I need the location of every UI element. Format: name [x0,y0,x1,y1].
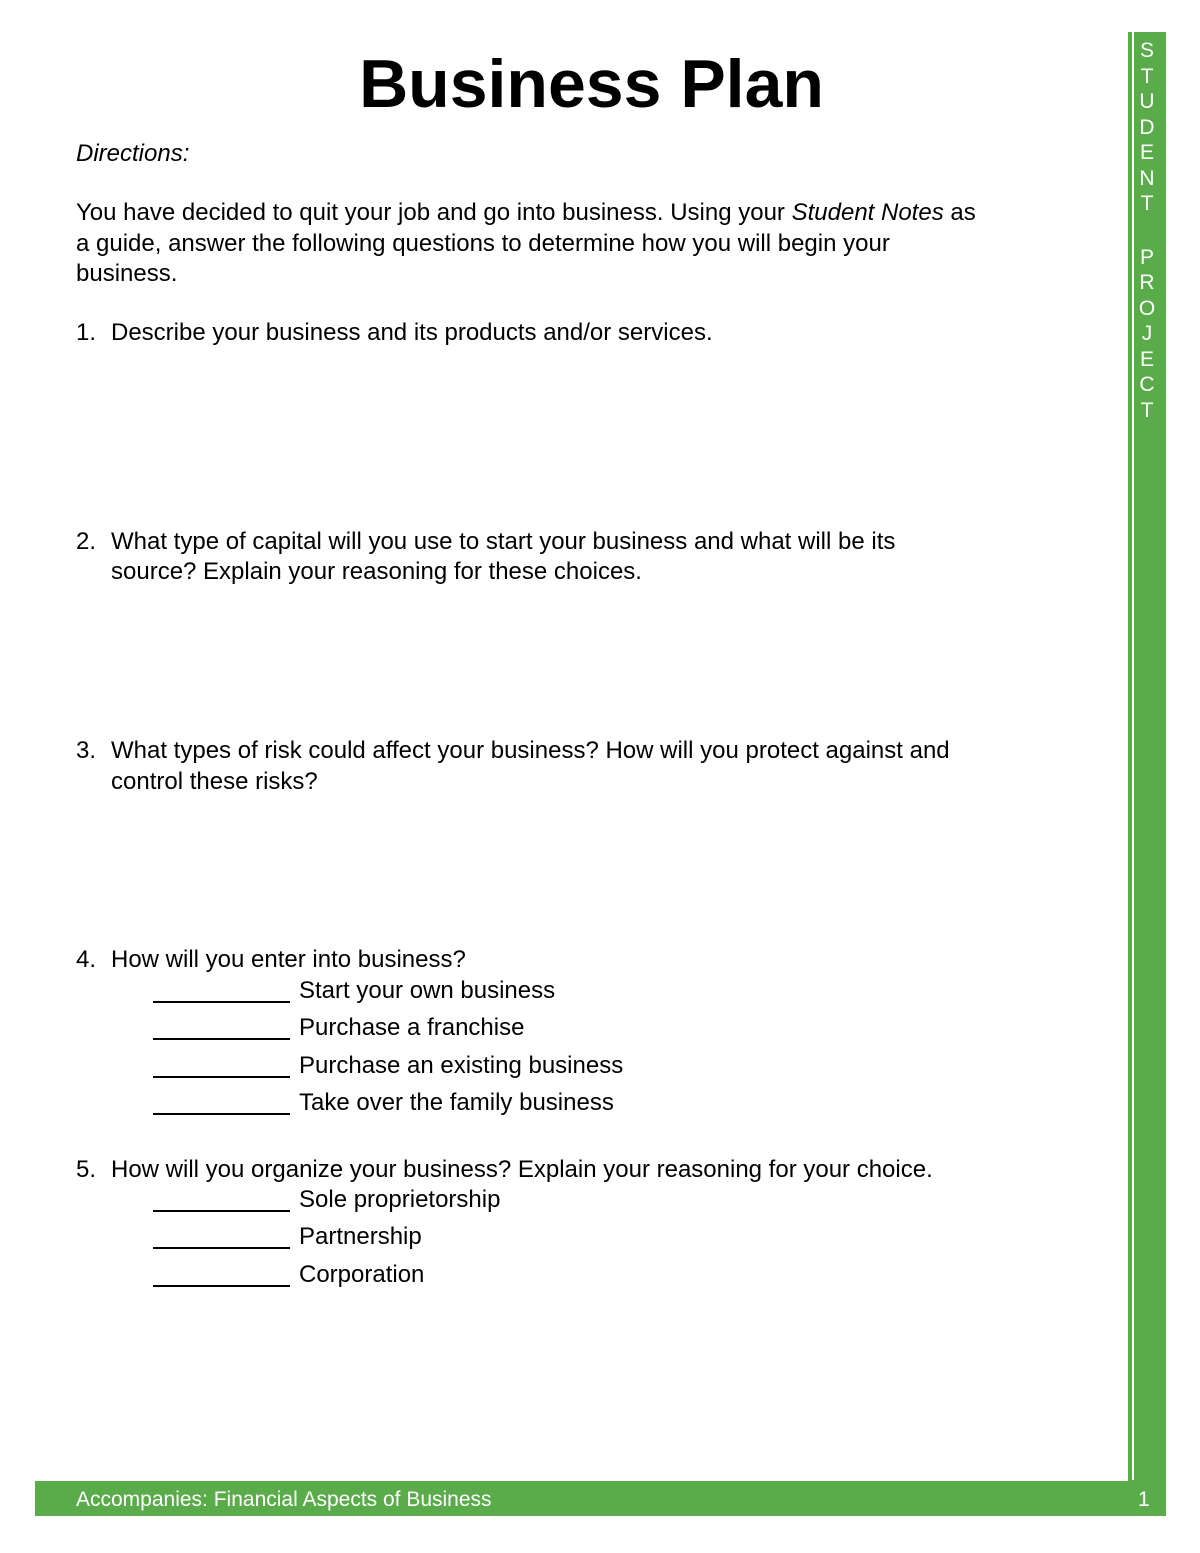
option-label: Sole proprietorship [299,1186,501,1213]
question-number: 4. [76,946,97,973]
side-label-gap [1133,217,1161,245]
question-5-text: How will you organize your business? Explain your reasoning for your choice. [111,1156,933,1183]
footer-text: Accompanies: Financial Aspects of Business [76,1488,492,1511]
side-letter: T [1140,192,1154,215]
side-letter: T [1140,398,1154,422]
option-label: Start your own business [299,977,556,1004]
page-title: Business Plan [359,46,824,122]
intro-text: You have decided to quit your job and go into business. Using your [76,199,792,226]
answer-blank[interactable] [153,1091,290,1115]
option-label: Partnership [299,1223,422,1250]
side-letter: E [1139,141,1154,164]
question-number: 3. [76,737,97,764]
intro-line-1 [76,198,976,229]
side-letter: T [1140,64,1154,88]
intro-line-3: business. [76,260,178,287]
option-label: Purchase a franchise [299,1014,525,1041]
question-1-text: Describe your business and its products and/or services. [111,319,713,346]
side-letter: U [1139,90,1155,113]
option-label: Take over the family business [299,1089,614,1116]
intro-student-notes: Student Notes [791,199,944,226]
question-number: 5. [76,1156,97,1183]
side-letter: C [1139,373,1155,396]
directions-label: Directions: [76,140,190,167]
answer-blank[interactable] [153,1054,290,1078]
side-letter: E [1139,347,1154,371]
intro-line-2: a guide, answer the following questions to determine how you will begin your [76,230,890,257]
answer-blank[interactable] [153,1016,290,1040]
question-2-text-line-1: What type of capital will you use to start your business and what will be its [111,528,896,555]
side-letter: O [1138,296,1156,320]
option-label: Corporation [299,1261,425,1288]
side-letter: J [1141,322,1153,345]
question-3-text-line-2: control these risks? [111,768,318,795]
question-number: 1. [76,319,97,346]
option-label: Purchase an existing business [299,1052,624,1079]
intro-text: as [943,199,976,226]
side-letter: D [1139,115,1155,139]
question-3-text-line-1: What types of risk could affect your business? How will you protect against and [111,737,950,764]
side-letter: P [1139,245,1154,269]
answer-blank[interactable] [153,979,290,1003]
side-letter: R [1139,271,1155,294]
question-number: 2. [76,528,97,555]
page-number: 1 [1138,1488,1150,1511]
side-letter: S [1139,39,1154,62]
answer-blank[interactable] [153,1225,290,1249]
question-4-text: How will you enter into business? [111,946,466,973]
question-2-text-line-2: source? Explain your reasoning for these choices. [111,558,642,585]
side-letter: N [1139,166,1155,190]
answer-blank[interactable] [153,1188,290,1212]
answer-blank[interactable] [153,1263,290,1287]
